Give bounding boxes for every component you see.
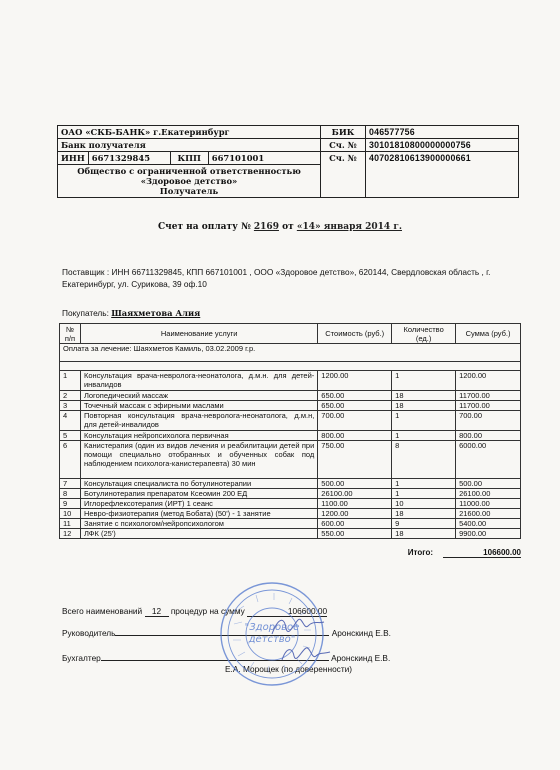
recipient-label: Получатель [159, 186, 219, 196]
row-num-cell: 8 [60, 489, 81, 499]
table-row [60, 529, 521, 539]
buyer-info [62, 308, 200, 318]
row-name-cell: Канистерапия (один из видов лечения и реабилитации детей при помощи специально отобранных и обученных собак под наблюдением психолога-канистерапевта) 30 мин [80, 441, 317, 479]
row-qty-cell: 18 [392, 391, 456, 401]
row-price-cell: 800.00 [318, 431, 392, 441]
proxy-note: Е.А. Морощек (по доверенности) [225, 664, 353, 674]
row-sum-cell: 700.00 [456, 411, 521, 431]
table-row [60, 431, 521, 441]
row-num-cell: 7 [60, 479, 81, 489]
table-row [60, 509, 521, 519]
account-label: Сч. № [321, 152, 366, 198]
items-mid: процедур на сумму [170, 606, 245, 616]
invoice-title [0, 222, 560, 232]
row-price-cell: 500.00 [318, 479, 392, 489]
services-table [59, 323, 521, 539]
row-name-cell: Логопедический массаж [80, 391, 317, 401]
row-num-cell: 12 [60, 529, 81, 539]
row-sum-cell: 1200.00 [456, 371, 521, 391]
row-sum-cell: 11700.00 [456, 401, 521, 411]
company-line-2: «Здоровое детство» [140, 176, 238, 186]
total-value: 106600.00 [443, 548, 521, 558]
row-price-cell: 26100.00 [318, 489, 392, 499]
row-qty-cell: 1 [392, 431, 456, 441]
table-row [60, 441, 521, 479]
spacer-cell [60, 362, 521, 371]
inn-label: ИНН [58, 152, 89, 165]
row-num-cell: 2 [60, 391, 81, 401]
row-sum-cell: 9900.00 [456, 529, 521, 539]
buyer-label: Покупатель: [62, 308, 109, 318]
table-row [60, 371, 521, 391]
row-price-cell: 1200.00 [318, 371, 392, 391]
row-num-cell: 10 [60, 509, 81, 519]
corr-account-label: Сч. № [321, 139, 366, 152]
inn-value: 6671329845 [88, 152, 170, 165]
row-price-cell: 1100.00 [318, 499, 392, 509]
row-price-cell: 600.00 [318, 519, 392, 529]
bik-label: БИК [321, 126, 366, 139]
row-qty-cell: 1 [392, 411, 456, 431]
row-price-cell: 700.00 [318, 411, 392, 431]
row-num-cell: 11 [60, 519, 81, 529]
row-name-cell: Невро-физиотерапия (метод Бобата) (50') - 1 занятие [80, 509, 317, 519]
company-line-1: Общество с ограниченной ответственностью [77, 166, 301, 176]
row-name-cell: Консультация специалиста по ботулинотерапии [80, 479, 317, 489]
header-qty: Количество (ед.) [392, 324, 456, 344]
accountant-name: Аронскинд Е.В. [331, 653, 391, 663]
invoice-number: 2169 [253, 222, 279, 232]
header-name: Наименование услуги [80, 324, 317, 344]
row-sum-cell: 26100.00 [456, 489, 521, 499]
table-header-row [60, 324, 521, 344]
row-num-cell: 3 [60, 401, 81, 411]
table-row [60, 479, 521, 489]
row-name-cell: Консультация нейропсихолога первичная [80, 431, 317, 441]
kpp-value: 667101001 [208, 152, 320, 165]
row-price-cell: 650.00 [318, 391, 392, 401]
director-signature [268, 612, 328, 642]
bik-value: 046577756 [366, 126, 519, 139]
row-qty-cell: 1 [392, 479, 456, 489]
row-sum-cell: 11000.00 [456, 499, 521, 509]
director-label: Руководитель [62, 628, 116, 638]
total-line [59, 548, 521, 558]
row-name-cell: Консультация врача-невролога-неонатолога, д.м.н. для детей-инвалидов [80, 371, 317, 391]
row-name-cell: Ботулинотерапия препаратом Ксеомин 200 ЕД [80, 489, 317, 499]
row-name-cell: ЛФК (25') [80, 529, 317, 539]
row-price-cell: 1200.00 [318, 509, 392, 519]
row-name-cell: Иглорефлексотерапия (ИРТ) 1 сеанс [80, 499, 317, 509]
invoice-prefix: Счет на оплату № [158, 222, 251, 232]
row-name-cell: Занятие с психологом/нейропсихологом [80, 519, 317, 529]
header-sum: Сумма (руб.) [456, 324, 521, 344]
row-sum-cell: 11700.00 [456, 391, 521, 401]
row-qty-cell: 9 [392, 519, 456, 529]
bank-recipient-label: Банк получателя [58, 139, 321, 152]
bank-details-table [57, 125, 519, 198]
director-name: Аронскинд Е.В. [331, 628, 391, 638]
header-price: Стоимость (руб.) [318, 324, 392, 344]
total-label: Итого: [407, 548, 433, 557]
account-value: 40702810613900000661 [366, 152, 519, 198]
row-num-cell: 1 [60, 371, 81, 391]
row-name-cell: Точечный массаж с эфирными маслами [80, 401, 317, 411]
accountant-signature [278, 640, 333, 668]
kpp-label: КПП [170, 152, 208, 165]
purpose-cell: Оплата за лечение: Шаяхметов Камиль, 03.02.2009 г.р. [60, 344, 521, 362]
row-qty-cell: 18 [392, 401, 456, 411]
items-count: 12 [145, 606, 169, 617]
row-price-cell: 650.00 [318, 401, 392, 411]
table-row [60, 499, 521, 509]
row-price-cell: 750.00 [318, 441, 392, 479]
row-sum-cell: 800.00 [456, 431, 521, 441]
corr-account-value: 30101810800000000756 [366, 139, 519, 152]
row-num-cell: 4 [60, 411, 81, 431]
purpose-row [60, 344, 521, 362]
row-sum-cell: 21600.00 [456, 509, 521, 519]
table-row [60, 401, 521, 411]
recipient-company [58, 165, 321, 198]
row-num-cell: 5 [60, 431, 81, 441]
spacer-row [60, 362, 521, 371]
row-qty-cell: 1 [392, 371, 456, 391]
row-name-cell: Повторная консультация врача-невролога-неонатолога, д.м.н, для детей-инвалидов [80, 411, 317, 431]
accountant-label: Бухгалтер [62, 653, 101, 663]
stamp-text-2: детство" [248, 634, 296, 645]
row-price-cell: 550.00 [318, 529, 392, 539]
items-sum: 106600.00 [247, 606, 327, 617]
row-qty-cell: 18 [392, 509, 456, 519]
row-sum-cell: 5400.00 [456, 519, 521, 529]
row-qty-cell: 8 [392, 441, 456, 479]
invoice-from: от [282, 222, 294, 232]
supplier-info: Поставщик : ИНН 66711329845, КПП 667101001 , ООО «Здоровое детство», 620144, Свердловская область , г. Екатеринбург, ул. Сурикова, 39 оф.10 [62, 267, 491, 289]
items-prefix: Всего наименований [62, 606, 143, 616]
row-qty-cell: 1 [392, 489, 456, 499]
stamp-text-1: "Здоровое [244, 622, 300, 633]
buyer-name: Шаяхметова Алия [111, 308, 201, 318]
row-qty-cell: 18 [392, 529, 456, 539]
header-num: № п/п [60, 324, 81, 344]
table-row [60, 519, 521, 529]
row-sum-cell: 6000.00 [456, 441, 521, 479]
table-row [60, 391, 521, 401]
row-num-cell: 6 [60, 441, 81, 479]
bank-name: ОАО «СКБ-БАНК» г.Екатеринбург [58, 126, 321, 139]
row-num-cell: 9 [60, 499, 81, 509]
invoice-date: «14» января 2014 г. [296, 222, 402, 232]
row-sum-cell: 500.00 [456, 479, 521, 489]
table-row [60, 411, 521, 431]
table-row [60, 489, 521, 499]
row-qty-cell: 10 [392, 499, 456, 509]
